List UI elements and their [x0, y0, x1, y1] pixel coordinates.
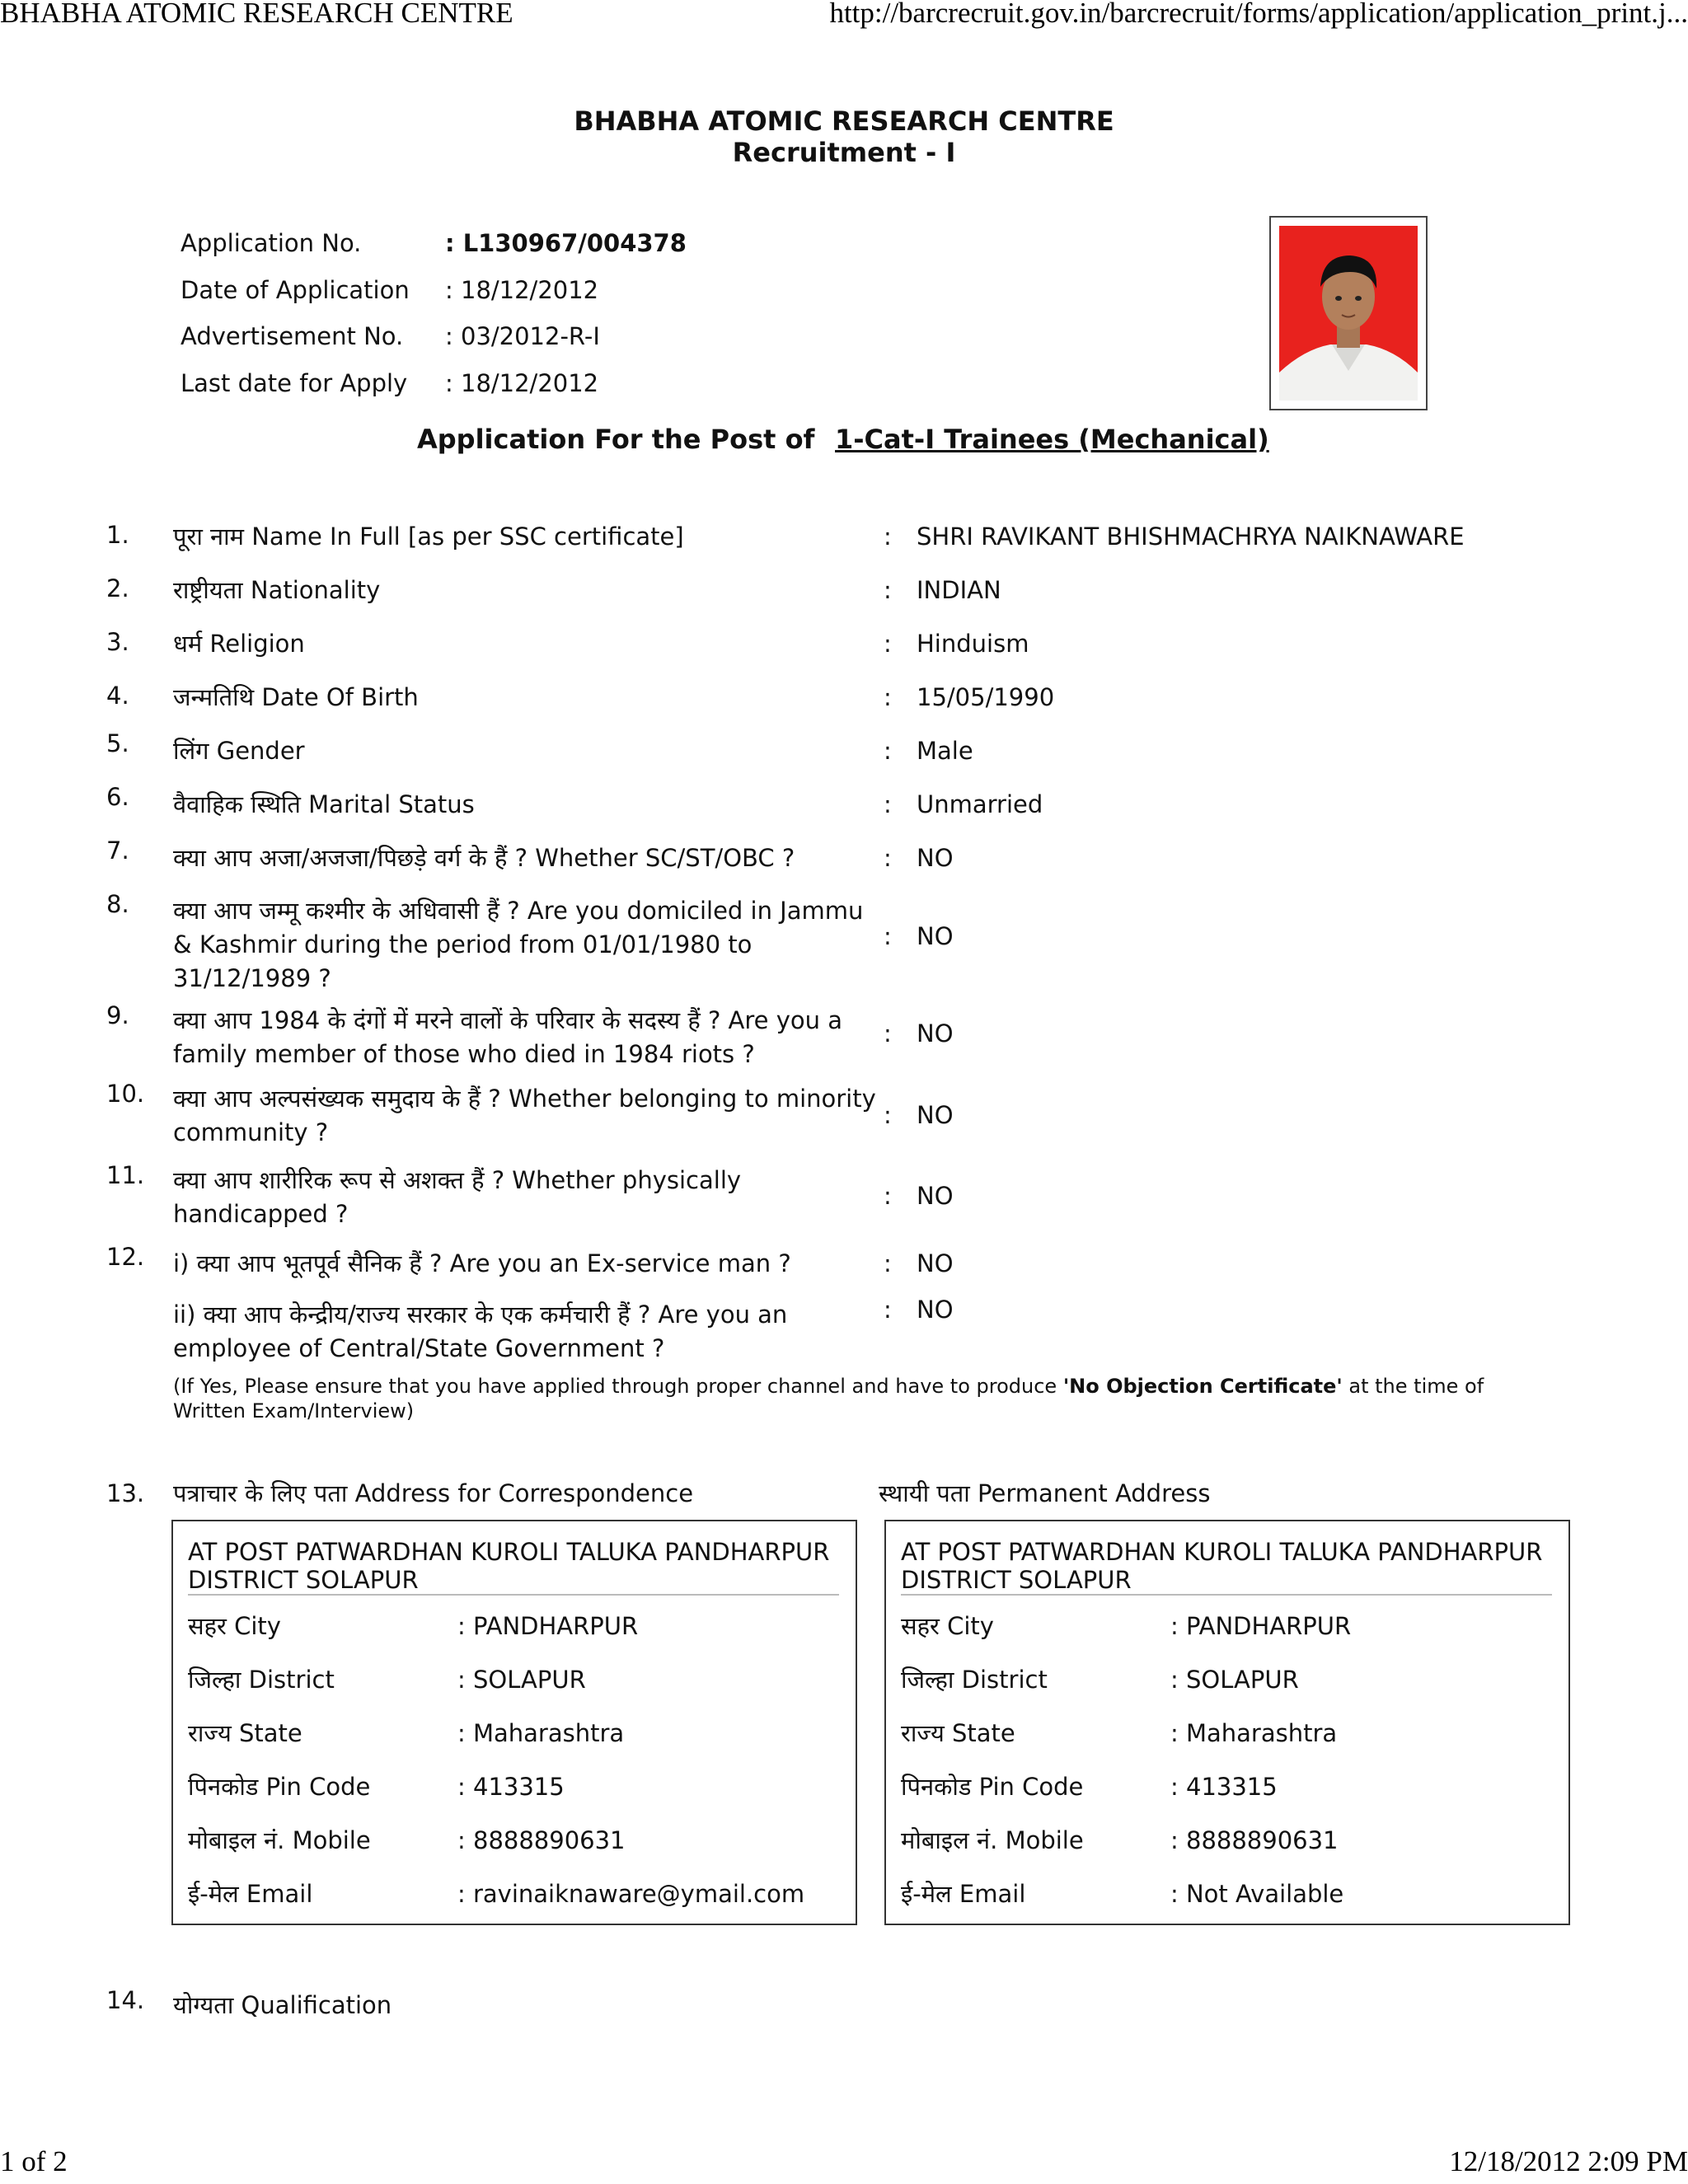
- field-number: 12.: [106, 1243, 145, 1271]
- advertisement-no-label: Advertisement No.: [181, 322, 404, 350]
- field-value-handicapped: NO: [917, 1182, 954, 1210]
- field-separator: :: [884, 1101, 892, 1129]
- field-separator: :: [884, 1019, 892, 1047]
- email-label: ई-मेल Email: [188, 1880, 313, 1908]
- application-no-label: Application No.: [181, 229, 362, 257]
- correspondence-pincode: : 413315: [457, 1773, 565, 1801]
- state-label: राज्य State: [901, 1719, 1015, 1747]
- permanent-pincode: : 413315: [1170, 1773, 1278, 1801]
- application-no-value: : L130967/004378: [445, 229, 687, 257]
- field-label-marital: वैवाहिक स्थिति Marital Status: [173, 790, 475, 818]
- post-prefix: Application For the Post of: [417, 424, 815, 455]
- last-date-label: Last date for Apply: [181, 369, 408, 397]
- field-number: 13.: [106, 1479, 145, 1507]
- person-silhouette-icon: [1279, 226, 1418, 401]
- field-separator: :: [884, 523, 892, 551]
- field-number: 9.: [106, 1001, 129, 1029]
- permanent-mobile: : 8888890631: [1170, 1826, 1339, 1854]
- field-label-minority: क्या आप अल्पसंख्यक समुदाय के हैं ? Whether belonging to minority community ?: [173, 1085, 876, 1146]
- field-number: 6.: [106, 783, 129, 811]
- field-value-jk-domicile: NO: [917, 922, 954, 950]
- qualification-label: योग्यता Qualification: [173, 1991, 392, 2019]
- field-value-1984-riots: NO: [917, 1019, 954, 1047]
- permanent-district: : SOLAPUR: [1170, 1666, 1299, 1694]
- field-number: 5.: [106, 729, 129, 757]
- org-title: BHABHA ATOMIC RESEARCH CENTRE: [574, 105, 1114, 137]
- field-number: 8.: [106, 890, 129, 918]
- permanent-heading: स्थायी पता Permanent Address: [879, 1479, 1211, 1507]
- field-number: 3.: [106, 628, 129, 656]
- field-separator: :: [884, 576, 892, 604]
- date-of-application-value: : 18/12/2012: [445, 276, 599, 304]
- field-value-gender: Male: [917, 737, 973, 765]
- field-separator: :: [884, 922, 892, 950]
- field-label-handicapped: क्या आप शारीरिक रूप से अशक्त हैं ? Whether physically handicapped ?: [173, 1166, 742, 1228]
- district-label: जिल्हा District: [901, 1666, 1048, 1694]
- field-label-religion: धर्म Religion: [173, 630, 305, 658]
- noc-note-emphasis: 'No Objection Certificate': [1062, 1375, 1343, 1398]
- last-date-value: : 18/12/2012: [445, 369, 599, 397]
- correspondence-address-box: [171, 1520, 857, 1925]
- permanent-email: : Not Available: [1170, 1880, 1344, 1908]
- print-url: http://barcrecruit.gov.in/barcrecruit/forms/application/application_print.j...: [829, 0, 1688, 29]
- correspondence-city: : PANDHARPUR: [457, 1612, 639, 1640]
- city-label: सहर City: [901, 1612, 994, 1640]
- divider: [901, 1594, 1552, 1596]
- recruitment-subtitle: Recruitment - I: [732, 137, 956, 168]
- field-label-nationality: राष्ट्रीयता Nationality: [173, 576, 381, 604]
- field-label-dob: जन्मतिथि Date Of Birth: [173, 683, 419, 711]
- field-separator: :: [884, 683, 892, 711]
- noc-note-text: (If Yes, Please ensure that you have applied through proper channel and have to produce: [173, 1375, 1063, 1398]
- field-label-name: पूरा नाम Name In Full [as per SSC certificate]: [173, 523, 684, 551]
- print-page-title: BHABHA ATOMIC RESEARCH CENTRE: [0, 0, 513, 29]
- field-separator: :: [884, 1182, 892, 1210]
- applicant-photo: [1269, 216, 1428, 410]
- correspondence-mobile: : 8888890631: [457, 1826, 626, 1854]
- correspondence-email: : ravinaiknaware@ymail.com: [457, 1880, 805, 1908]
- print-page-count: 1 of 2: [0, 2145, 68, 2177]
- mobile-label: मोबाइल नं. Mobile: [901, 1826, 1084, 1854]
- pincode-label: पिनकोड Pin Code: [188, 1773, 371, 1801]
- pincode-label: पिनकोड Pin Code: [901, 1773, 1084, 1801]
- city-label: सहर City: [188, 1612, 281, 1640]
- mobile-label: मोबाइल नं. Mobile: [188, 1826, 371, 1854]
- correspondence-heading: पत्राचार के लिए पता Address for Correspondence: [173, 1479, 694, 1507]
- permanent-address-box: [884, 1520, 1570, 1925]
- correspondence-state: : Maharashtra: [457, 1719, 625, 1747]
- field-label-ex-serviceman: i) क्या आप भूतपूर्व सैनिक हैं ? Are you an Ex-service man ?: [173, 1249, 791, 1277]
- field-number: 1.: [106, 521, 129, 549]
- field-separator: :: [884, 790, 892, 818]
- field-separator: :: [884, 1296, 892, 1324]
- field-value-marital: Unmarried: [917, 790, 1043, 818]
- correspondence-address-line: AT POST PATWARDHAN KUROLI TALUKA PANDHARPUR DISTRICT SOLAPUR: [188, 1538, 830, 1594]
- field-label-govt-employee: ii) क्या आप केन्द्रीय/राज्य सरकार के एक कर्मचारी हैं ? Are you an employee of Central/State Government ?: [173, 1301, 788, 1362]
- field-separator: :: [884, 1249, 892, 1277]
- correspondence-district: : SOLAPUR: [457, 1666, 586, 1694]
- field-value-sc-st-obc: NO: [917, 844, 954, 872]
- field-separator: :: [884, 630, 892, 658]
- field-separator: :: [884, 737, 892, 765]
- field-value-minority: NO: [917, 1101, 954, 1129]
- field-value-name: SHRI RAVIKANT BHISHMACHRYA NAIKNAWARE: [917, 523, 1465, 551]
- field-value-govt-employee: NO: [917, 1296, 954, 1324]
- district-label: जिल्हा District: [188, 1666, 335, 1694]
- field-label-gender: लिंग Gender: [173, 737, 305, 765]
- permanent-city: : PANDHARPUR: [1170, 1612, 1352, 1640]
- field-value-nationality: INDIAN: [917, 576, 1001, 604]
- field-number: 14.: [106, 1986, 145, 2014]
- field-number: 2.: [106, 574, 129, 602]
- field-value-religion: Hinduism: [917, 630, 1029, 658]
- state-label: राज्य State: [188, 1719, 302, 1747]
- divider: [188, 1594, 839, 1596]
- field-label-1984-riots: क्या आप 1984 के दंगों में मरने वालों के परिवार के सदस्य हैं ? Are you a family member of those who died in 1984 riots ?: [173, 1006, 843, 1068]
- field-number: 11.: [106, 1161, 145, 1189]
- permanent-address-line: AT POST PATWARDHAN KUROLI TALUKA PANDHARPUR DISTRICT SOLAPUR: [901, 1538, 1543, 1594]
- advertisement-no-value: : 03/2012-R-I: [445, 322, 600, 350]
- permanent-state: : Maharashtra: [1170, 1719, 1338, 1747]
- field-separator: :: [884, 844, 892, 872]
- field-value-ex-serviceman: NO: [917, 1249, 954, 1277]
- field-number: 7.: [106, 837, 129, 865]
- field-number: 10.: [106, 1080, 145, 1108]
- print-datetime: 12/18/2012 2:09 PM: [1449, 2145, 1688, 2177]
- field-label-jk-domicile: क्या आप जम्मू कश्मीर के अधिवासी हैं ? Are you domiciled in Jammu & Kashmir during the period from 01/01/1980 to 31/12/1989 ?: [173, 897, 864, 992]
- date-of-application-label: Date of Application: [181, 276, 410, 304]
- post-name: 1-Cat-I Trainees (Mechanical): [835, 424, 1269, 455]
- noc-note-text-end: at the time of Written Exam/Interview): [173, 1375, 1484, 1422]
- field-value-dob: 15/05/1990: [917, 683, 1055, 711]
- email-label: ई-मेल Email: [901, 1880, 1026, 1908]
- field-number: 4.: [106, 682, 129, 710]
- field-label-sc-st-obc: क्या आप अजा/अजजा/पिछड़े वर्ग के हैं ? Whether SC/ST/OBC ?: [173, 844, 795, 872]
- noc-note: [173, 1374, 1525, 1423]
